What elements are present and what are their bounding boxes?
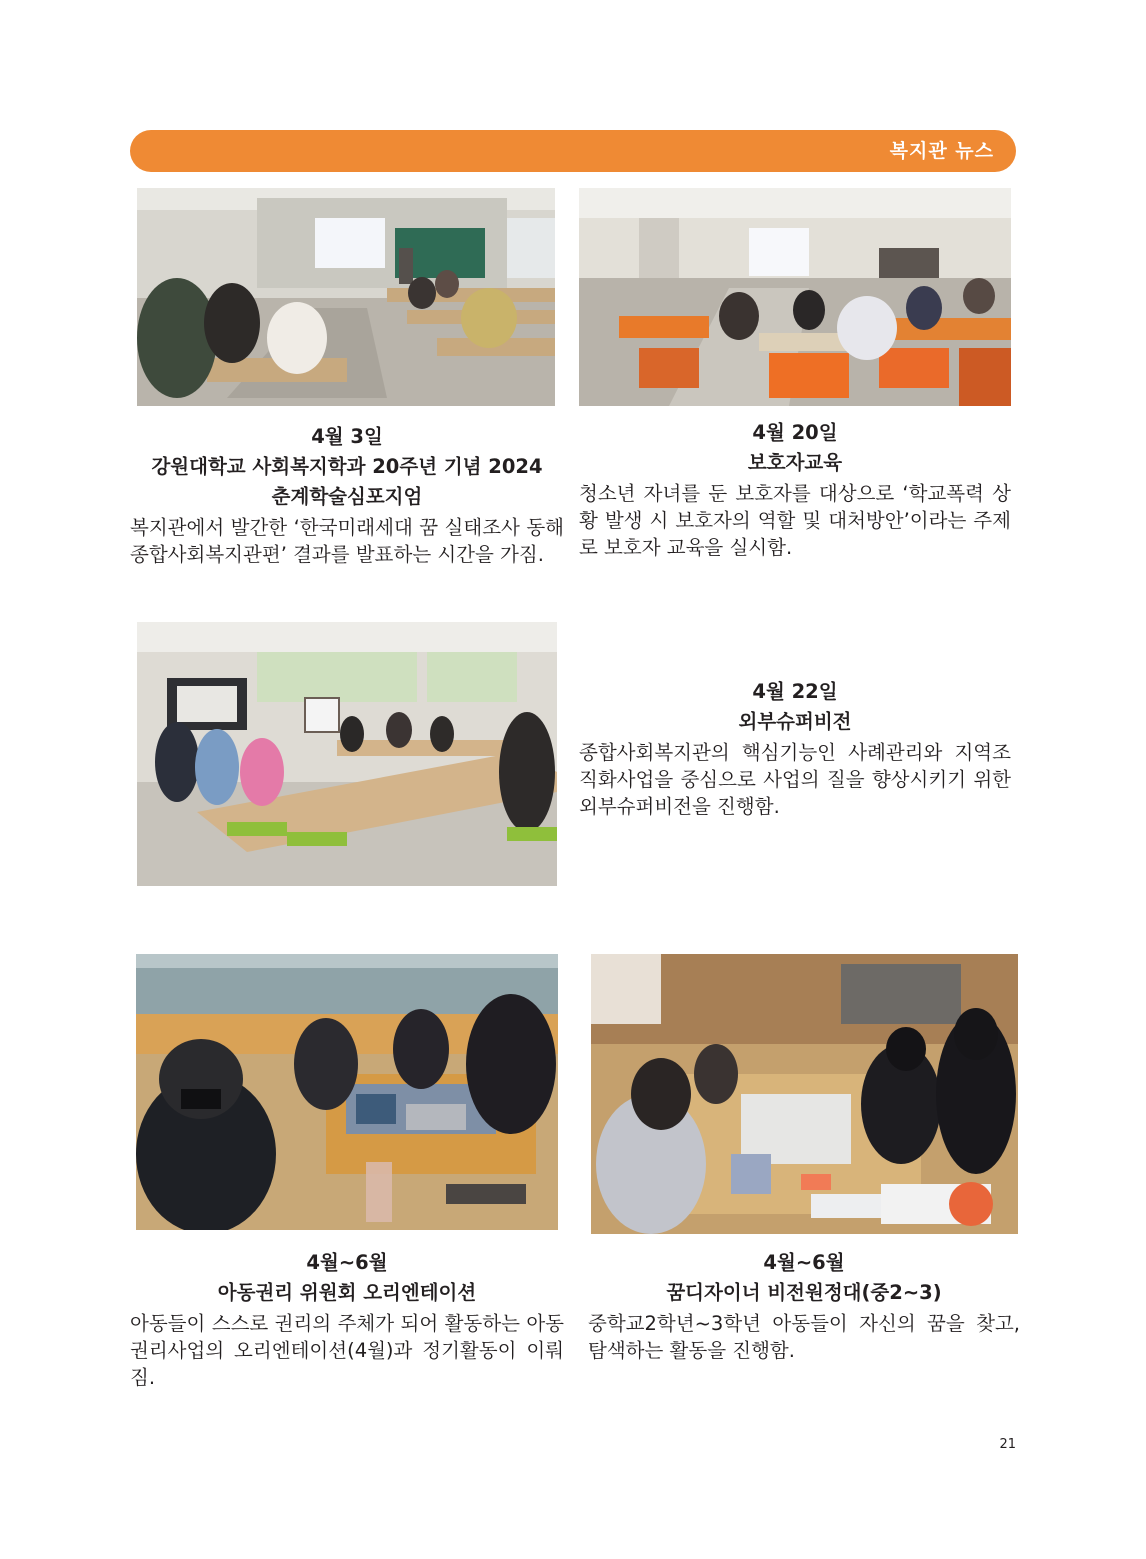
article-body: 아동들이 스스로 권리의 주체가 되어 활동하는 아동권리사업의 오리엔테이션(4월)과 정기활동이 이뤄짐. bbox=[130, 1312, 564, 1389]
article-symposium bbox=[130, 422, 564, 568]
page-number: 21 bbox=[999, 1437, 1016, 1452]
photo-supervision bbox=[137, 622, 557, 886]
article-dream-designer bbox=[588, 1248, 1020, 1364]
article-title: 아동권리 위원회 오리엔테이션 bbox=[217, 1281, 477, 1304]
article-body: 중학교2학년~3학년 아동들이 자신의 꿈을 찾고, 탐색하는 활동을 진행함. bbox=[588, 1312, 1020, 1362]
photo-child-rights bbox=[136, 954, 558, 1230]
article-title: 꿈디자이너 비전원정대(중2~3) bbox=[666, 1281, 942, 1304]
article-title: 춘계학술심포지엄 bbox=[271, 485, 423, 508]
article-date: 4월~6월 bbox=[306, 1251, 388, 1274]
article-supervision bbox=[579, 677, 1011, 820]
article-body: 청소년 자녀를 둔 보호자를 대상으로 ‘학교폭력 상황 발생 시 보호자의 역할 및 대처방안’이라는 주제로 보호자 교육을 실시함. bbox=[579, 482, 1011, 559]
article-parent-education bbox=[579, 418, 1011, 561]
section-banner bbox=[130, 130, 1016, 172]
article-date: 4월 20일 bbox=[752, 421, 838, 444]
section-title: 복지관 뉴스 bbox=[889, 140, 994, 162]
photo-parent-education bbox=[579, 188, 1011, 406]
article-body: 종합사회복지관의 핵심기능인 사례관리와 지역조직화사업을 중심으로 사업의 질을 향상시키기 위한 외부슈퍼비전을 진행함. bbox=[579, 741, 1011, 818]
article-body: 복지관에서 발간한 ‘한국미래세대 꿈 실태조사 동해종합사회복지관편’ 결과를 발표하는 시간을 가짐. bbox=[130, 516, 564, 566]
article-title: 보호자교육 bbox=[747, 451, 843, 474]
photo-symposium bbox=[137, 188, 555, 406]
article-title: 외부슈퍼비전 bbox=[738, 710, 852, 733]
article-date: 4월~6월 bbox=[763, 1251, 845, 1274]
article-child-rights bbox=[130, 1248, 564, 1391]
photo-dream-designer bbox=[591, 954, 1018, 1234]
article-date: 4월 3일 bbox=[311, 425, 383, 448]
article-title: 강원대학교 사회복지학과 20주년 기념 2024 bbox=[151, 455, 543, 478]
article-date: 4월 22일 bbox=[752, 680, 838, 703]
